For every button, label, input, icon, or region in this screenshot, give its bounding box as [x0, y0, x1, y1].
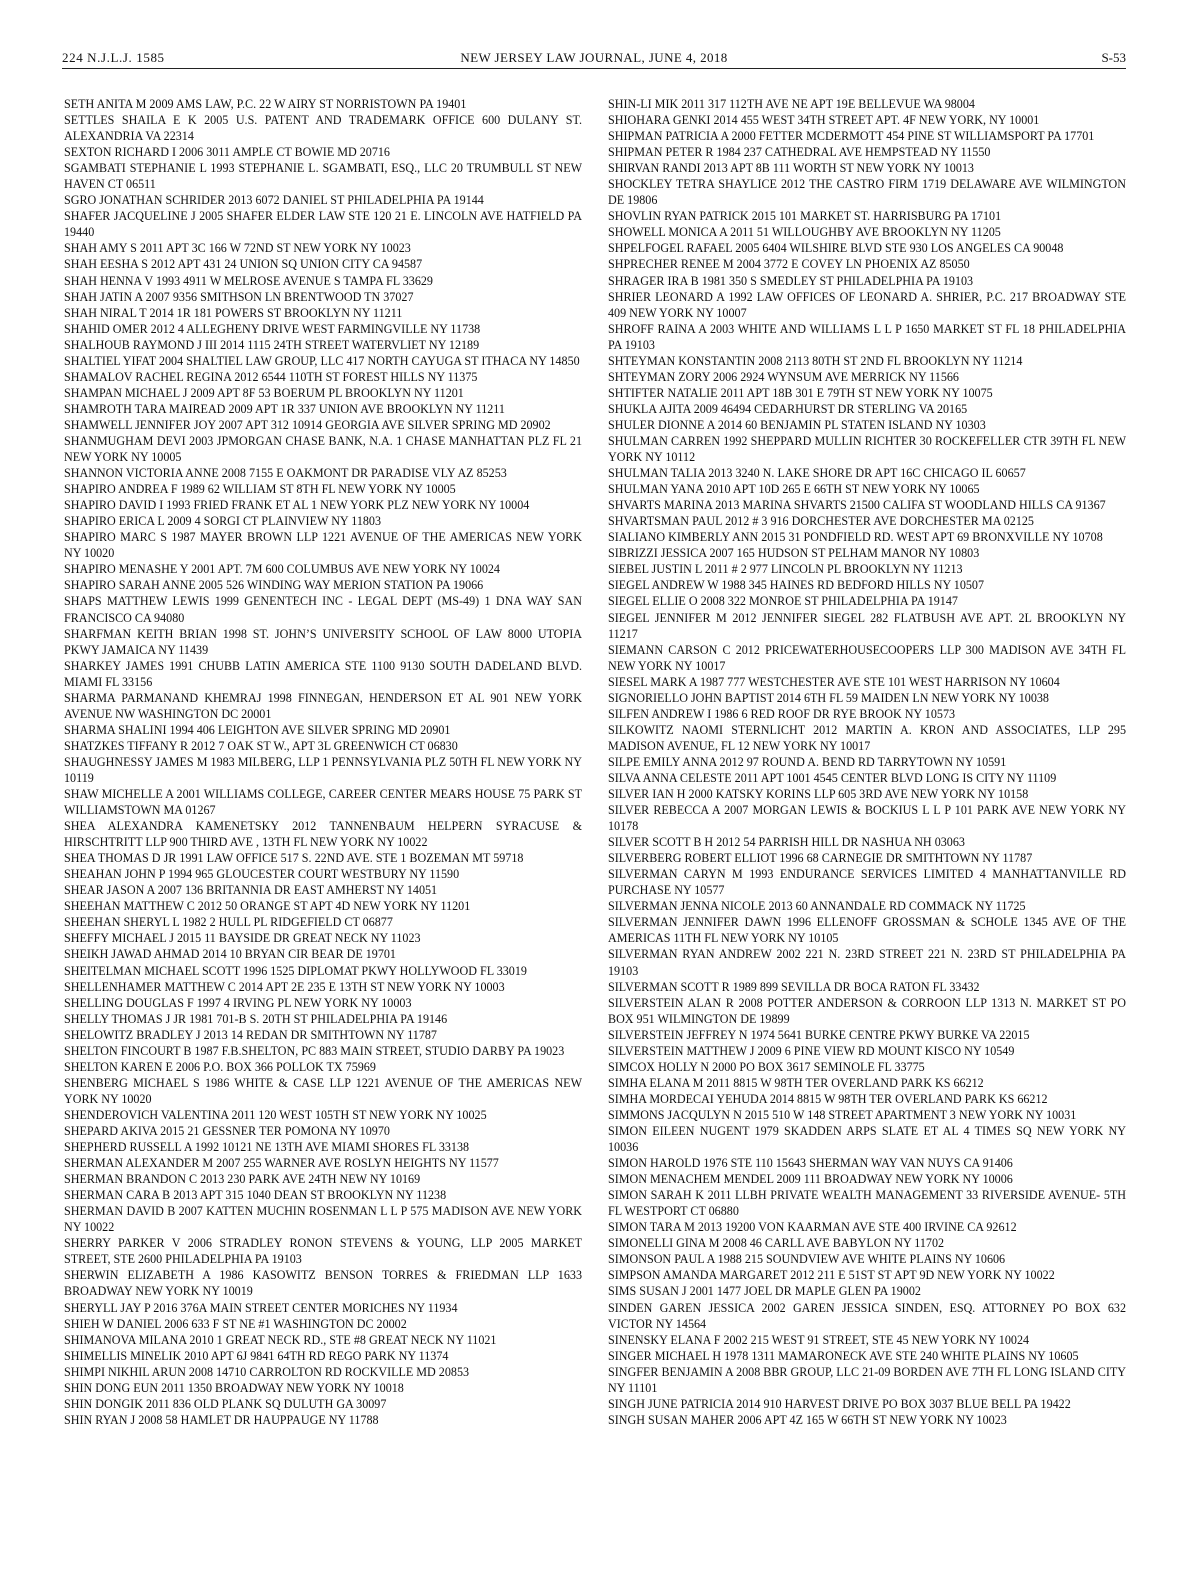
directory-entry: SHARFMAN KEITH BRIAN 1998 ST. JOHN’S UNIVERSITY SCHOOL OF LAW 8000 UTOPIA PKWY JAMAICA NY 11439 [64, 626, 582, 657]
directory-entry: SHPRECHER RENEE M 2004 3772 E COVEY LN PHOENIX AZ 85050 [608, 257, 970, 272]
directory-entry: SINDEN GAREN JESSICA 2002 GAREN JESSICA SINDEN, ESQ. ATTORNEY PO BOX 632 VICTOR NY 14564 [608, 1300, 1126, 1331]
directory-entry: SHAPIRO ANDREA F 1989 62 WILLIAM ST 8TH FL NEW YORK NY 10005 [64, 482, 456, 497]
directory-entry: SHATZKES TIFFANY R 2012 7 OAK ST W., APT 3L GREENWICH CT 06830 [64, 738, 458, 753]
directory-entry: SHAPIRO DAVID I 1993 FRIED FRANK ET AL 1 NEW YORK PLZ NEW YORK NY 10004 [64, 498, 530, 513]
directory-entry: SHIMPI NIKHIL ARUN 2008 14710 CARROLTON RD ROCKVILLE MD 20853 [64, 1364, 470, 1379]
directory-entry: SIMON HAROLD 1976 STE 110 15643 SHERMAN WAY VAN NUYS CA 91406 [608, 1156, 1013, 1171]
directory-entry: SHARKEY JAMES 1991 CHUBB LATIN AMERICA STE 1100 9130 SOUTH DADELAND BLVD. MIAMI FL 33156 [64, 658, 582, 689]
directory-entry: SILVERSTEIN JEFFREY N 1974 5641 BURKE CENTRE PKWY BURKE VA 22015 [608, 1027, 1030, 1042]
directory-entry: SHELLY THOMAS J JR 1981 701-B S. 20TH ST PHILADELPHIA PA 19146 [64, 1011, 448, 1026]
directory-entry: SHIOHARA GENKI 2014 455 WEST 34TH STREET APT. 4F NEW YORK, NY 10001 [608, 113, 1040, 128]
directory-entry: SHAMALOV RACHEL REGINA 2012 6544 110TH ST FOREST HILLS NY 11375 [64, 369, 478, 384]
directory-entry: SHIRVAN RANDI 2013 APT 8B 111 WORTH ST NEW YORK NY 10013 [608, 161, 974, 176]
directory-entry: SIMONSON PAUL A 1988 215 SOUNDVIEW AVE WHITE PLAINS NY 10606 [608, 1252, 1006, 1267]
directory-entry: SINGER MICHAEL H 1978 1311 MAMARONECK AVE STE 240 WHITE PLAINS NY 10605 [608, 1348, 1079, 1363]
directory-entry: SHULER DIONNE A 2014 60 BENJAMIN PL STATEN ISLAND NY 10303 [608, 417, 986, 432]
left-column [64, 96, 582, 1428]
directory-entry: SIGNORIELLO JOHN BAPTIST 2014 6TH FL 59 MAIDEN LN NEW YORK NY 10038 [608, 690, 1049, 705]
directory-entry: SIEGEL JENNIFER M 2012 JENNIFER SIEGEL 282 FLATBUSH AVE APT. 2L BROOKLYN NY 11217 [608, 610, 1126, 641]
directory-entry: SHULMAN YANA 2010 APT 10D 265 E 66TH ST NEW YORK NY 10065 [608, 482, 980, 497]
directory-entry: SIMONELLI GINA M 2008 46 CARLL AVE BABYLON NY 11702 [608, 1236, 945, 1251]
directory-entry: SIMHA MORDECAI YEHUDA 2014 8815 W 98TH TER OVERLAND PARK KS 66212 [608, 1091, 1048, 1106]
directory-entry: SHAMWELL JENNIFER JOY 2007 APT 312 10914 GEORGIA AVE SILVER SPRING MD 20902 [64, 417, 551, 432]
directory-entry: SETTLES SHAILA E K 2005 U.S. PATENT AND TRADEMARK OFFICE 600 DULANY ST. ALEXANDRIA VA 22314 [64, 113, 582, 144]
directory-entry: SHERMAN CARA B 2013 APT 315 1040 DEAN ST BROOKLYN NY 11238 [64, 1188, 447, 1203]
directory-entry: SIBRIZZI JESSICA 2007 165 HUDSON ST PELHAM MANOR NY 10803 [608, 546, 980, 561]
directory-entry: SHAPIRO ERICA L 2009 4 SORGI CT PLAINVIEW NY 11803 [64, 514, 382, 529]
directory-entry: SHROFF RAINA A 2003 WHITE AND WILLIAMS L L P 1650 MARKET ST FL 18 PHILADELPHIA PA 19103 [608, 321, 1126, 352]
directory-entry: SHAH EESHA S 2012 APT 431 24 UNION SQ UNION CITY CA 94587 [64, 257, 423, 272]
directory-entry: SILPE EMILY ANNA 2012 97 ROUND A. BEND RD TARRYTOWN NY 10591 [608, 754, 1007, 769]
directory-entry: SIEGEL ANDREW W 1988 345 HAINES RD BEDFORD HILLS NY 10507 [608, 578, 985, 593]
directory-entry: SIMS SUSAN J 2001 1477 JOEL DR MAPLE GLEN PA 19002 [608, 1284, 921, 1299]
directory-entry: SHAUGHNESSY JAMES M 1983 MILBERG, LLP 1 PENNSYLVANIA PLZ 50TH FL NEW YORK NY 10119 [64, 754, 582, 785]
directory-entry: SHERMAN BRANDON C 2013 230 PARK AVE 24TH NEW NY 10169 [64, 1172, 421, 1187]
directory-entry: SHOWELL MONICA A 2011 51 WILLOUGHBY AVE BROOKLYN NY 11205 [608, 225, 1001, 240]
directory-entry: SINGH JUNE PATRICIA 2014 910 HARVEST DRIVE PO BOX 3037 BLUE BELL PA 19422 [608, 1396, 1071, 1411]
directory-entry: SIEBEL JUSTIN L 2011 # 2 977 LINCOLN PL BROOKLYN NY 11213 [608, 562, 963, 577]
directory-entry: SHEAHAN JOHN P 1994 965 GLOUCESTER COURT WESTBURY NY 11590 [64, 867, 460, 882]
directory-entry: SILKOWITZ NAOMI STERNLICHT 2012 MARTIN A. KRON AND ASSOCIATES, LLP 295 MADISON AVENUE, FL 12 NEW YORK NY 10017 [608, 722, 1126, 753]
directory-entry: SILVERMAN JENNIFER DAWN 1996 ELLENOFF GROSSMAN & SCHOLE 1345 AVE OF THE AMERICAS 11TH FL NEW YORK NY 10105 [608, 915, 1126, 946]
directory-entry: SIMON TARA M 2013 19200 VON KAARMAN AVE STE 400 IRVINE CA 92612 [608, 1220, 1017, 1235]
directory-entry: SIEGEL ELLIE O 2008 322 MONROE ST PHILADELPHIA PA 19147 [608, 594, 958, 609]
directory-entry: SHRIER LEONARD A 1992 LAW OFFICES OF LEONARD A. SHRIER, P.C. 217 BROADWAY STE 409 NEW YORK NY 10007 [608, 289, 1126, 320]
directory-entry: SHAH HENNA V 1993 4911 W MELROSE AVENUE S TAMPA FL 33629 [64, 273, 433, 288]
directory-entry: SHERYLL JAY P 2016 376A MAIN STREET CENTER MORICHES NY 11934 [64, 1300, 458, 1315]
directory-entry: SGAMBATI STEPHANIE L 1993 STEPHANIE L. SGAMBATI, ESQ., LLC 20 TRUMBULL ST NEW HAVEN CT 06511 [64, 161, 582, 192]
directory-entry: SEXTON RICHARD I 2006 3011 AMPLE CT BOWIE MD 20716 [64, 145, 390, 160]
directory-entry: SIMHA ELANA M 2011 8815 W 98TH TER OVERLAND PARK KS 66212 [608, 1075, 984, 1090]
directory-entry: SHIMELLIS MINELIK 2010 APT 6J 9841 64TH RD REGO PARK NY 11374 [64, 1348, 449, 1363]
directory-entry: SHAMPAN MICHAEL J 2009 APT 8F 53 BOERUM PL BROOKLYN NY 11201 [64, 385, 464, 400]
directory-entry: SIESEL MARK A 1987 777 WESTCHESTER AVE STE 101 WEST HARRISON NY 10604 [608, 674, 1060, 689]
directory-entry: SHERRY PARKER V 2006 STRADLEY RONON STEVENS & YOUNG, LLP 2005 MARKET STREET, STE 2600 PHILADELPHIA PA 19103 [64, 1236, 582, 1267]
directory-entry: SHAW MICHELLE A 2001 WILLIAMS COLLEGE, CAREER CENTER MEARS HOUSE 75 PARK ST WILLIAMSTOWN MA 01267 [64, 787, 582, 818]
directory-entry: SETH ANITA M 2009 AMS LAW, P.C. 22 W AIRY ST NORRISTOWN PA 19401 [64, 97, 467, 111]
directory-entry: SHANNON VICTORIA ANNE 2008 7155 E OAKMONT DR PARADISE VLY AZ 85253 [64, 466, 507, 481]
directory-entry: SILVERMAN SCOTT R 1989 899 SEVILLA DR BOCA RATON FL 33432 [608, 979, 980, 994]
citation: 224 N.J.L.J. 1585 [62, 50, 165, 65]
right-column [608, 96, 1126, 1428]
directory-entry: SILFEN ANDREW I 1986 6 RED ROOF DR RYE BROOK NY 10573 [608, 706, 956, 721]
directory-entry: SILVA ANNA CELESTE 2011 APT 1001 4545 CENTER BLVD LONG IS CITY NY 11109 [608, 770, 1057, 785]
directory-entry: SHPELFOGEL RAFAEL 2005 6404 WILSHIRE BLVD STE 930 LOS ANGELES CA 90048 [608, 241, 1064, 256]
directory-entry: SHEAR JASON A 2007 136 BRITANNIA DR EAST AMHERST NY 14051 [64, 883, 438, 898]
directory-entry: SHIPMAN PATRICIA A 2000 FETTER MCDERMOTT 454 PINE ST WILLIAMSPORT PA 17701 [608, 129, 1095, 144]
directory-entry: SHIN RYAN J 2008 58 HAMLET DR HAUPPAUGE NY 11788 [64, 1412, 379, 1427]
directory-entry: SHEPARD AKIVA 2015 21 GESSNER TER POMONA NY 10970 [64, 1124, 390, 1138]
directory-entry: SILVERSTEIN MATTHEW J 2009 6 PINE VIEW RD MOUNT KISCO NY 10549 [608, 1043, 1015, 1058]
directory-entry: SINGFER BENJAMIN A 2008 BBR GROUP, LLC 21-09 BORDEN AVE 7TH FL LONG ISLAND CITY NY 11101 [608, 1364, 1126, 1395]
directory-entry: SHTIFTER NATALIE 2011 APT 18B 301 E 79TH ST NEW YORK NY 10075 [608, 385, 993, 400]
directory-entry: SIMON EILEEN NUGENT 1979 SKADDEN ARPS SLATE ET AL 4 TIMES SQ NEW YORK NY 10036 [608, 1124, 1126, 1155]
directory-entry: SHIN DONG EUN 2011 1350 BROADWAY NEW YORK NY 10018 [64, 1380, 404, 1395]
directory-entry: SIMPSON AMANDA MARGARET 2012 211 E 51ST ST APT 9D NEW YORK NY 10022 [608, 1268, 1055, 1283]
directory-entry: SHOCKLEY TETRA SHAYLICE 2012 THE CASTRO FIRM 1719 DELAWARE AVE WILMINGTON DE 19806 [608, 177, 1126, 208]
directory-entry: SHAPIRO MENASHE Y 2001 APT. 7M 600 COLUMBUS AVE NEW YORK NY 10024 [64, 562, 500, 577]
directory-entry: SHIPMAN PETER R 1984 237 CATHEDRAL AVE HEMPSTEAD NY 11550 [608, 145, 991, 160]
directory-entry: SHAPIRO MARC S 1987 MAYER BROWN LLP 1221 AVENUE OF THE AMERICAS NEW YORK NY 10020 [64, 530, 582, 561]
directory-entry: SHAPIRO SARAH ANNE 2005 526 WINDING WAY MERION STATION PA 19066 [64, 578, 484, 593]
directory-entry: SILVER REBECCA A 2007 MORGAN LEWIS & BOCKIUS L L P 101 PARK AVE NEW YORK NY 10178 [608, 803, 1126, 834]
directory-entry: SHAMROTH TARA MAIREAD 2009 APT 1R 337 UNION AVE BROOKLYN NY 11211 [64, 401, 505, 416]
directory-entry: SHUKLA AJITA 2009 46494 CEDARHURST DR STERLING VA 20165 [608, 401, 968, 416]
directory-entry: SGRO JONATHAN SCHRIDER 2013 6072 DANIEL ST PHILADELPHIA PA 19144 [64, 193, 484, 208]
directory-entry: SILVERMAN RYAN ANDREW 2002 221 N. 23RD STREET 221 N. 23RD ST PHILADELPHIA PA 19103 [608, 947, 1126, 978]
directory-entry: SILVER IAN H 2000 KATSKY KORINS LLP 605 3RD AVE NEW YORK NY 10158 [608, 787, 1029, 802]
directory-entry: SHELLING DOUGLAS F 1997 4 IRVING PL NEW YORK NY 10003 [64, 995, 412, 1010]
directory-entry: SILVERMAN CARYN M 1993 ENDURANCE SERVICES LIMITED 4 MANHATTANVILLE RD PURCHASE NY 10577 [608, 867, 1126, 898]
directory-entry: SHERMAN DAVID B 2007 KATTEN MUCHIN ROSENMAN L L P 575 MADISON AVE NEW YORK NY 10022 [64, 1204, 582, 1235]
directory-entry: SHAH AMY S 2011 APT 3C 166 W 72ND ST NEW YORK NY 10023 [64, 241, 411, 256]
directory-entry: SILVERMAN JENNA NICOLE 2013 60 ANNANDALE RD COMMACK NY 11725 [608, 899, 1026, 914]
directory-entry: SHELLENHAMER MATTHEW C 2014 APT 2E 235 E 13TH ST NEW YORK NY 10003 [64, 979, 505, 994]
directory-entry: SHRAGER IRA B 1981 350 S SMEDLEY ST PHILADELPHIA PA 19103 [608, 273, 974, 288]
directory-entry: SHENDEROVICH VALENTINA 2011 120 WEST 105TH ST NEW YORK NY 10025 [64, 1107, 487, 1122]
directory-entry: SHAFER JACQUELINE J 2005 SHAFER ELDER LAW STE 120 21 E. LINCOLN AVE HATFIELD PA 19440 [64, 209, 582, 240]
directory-entry: SIEMANN CARSON C 2012 PRICEWATERHOUSECOOPERS LLP 300 MADISON AVE 34TH FL NEW YORK NY 10017 [608, 642, 1126, 673]
directory-entry: SIALIANO KIMBERLY ANN 2015 31 PONDFIELD RD. WEST APT 69 BRONXVILLE NY 10708 [608, 530, 1103, 545]
directory-entry: SHALHOUB RAYMOND J III 2014 1115 24TH STREET WATERVLIET NY 12189 [64, 337, 480, 352]
directory-entry: SILVER SCOTT B H 2012 54 PARRISH HILL DR NASHUA NH 03063 [608, 835, 965, 850]
directory-entry: SHAH JATIN A 2007 9356 SMITHSON LN BRENTWOOD TN 37027 [64, 289, 414, 304]
directory-entry: SHAPS MATTHEW LEWIS 1999 GENENTECH INC - LEGAL DEPT (MS-49) 1 DNA WAY SAN FRANCISCO CA 94080 [64, 594, 582, 625]
directory-entry: SIMON MENACHEM MENDEL 2009 111 BROADWAY NEW YORK NY 10006 [608, 1172, 1013, 1187]
page-number: S-53 [1101, 50, 1126, 65]
directory-entry: SHEPHERD RUSSELL A 1992 10121 NE 13TH AVE MIAMI SHORES FL 33138 [64, 1140, 470, 1155]
publication-title: NEW JERSEY LAW JOURNAL, JUNE 4, 2018 [460, 50, 728, 65]
directory-entry: SHIMANOVA MILANA 2010 1 GREAT NECK RD., STE #8 GREAT NECK NY 11021 [64, 1332, 497, 1347]
directory-entry: SHARMA PARMANAND KHEMRAJ 1998 FINNEGAN, HENDERSON ET AL 901 NEW YORK AVENUE NW WASHINGTON DC 20001 [64, 690, 582, 721]
directory-entry: SHENBERG MICHAEL S 1986 WHITE & CASE LLP 1221 AVENUE OF THE AMERICAS NEW YORK NY 10020 [64, 1075, 582, 1106]
directory-entry: SHELTON KAREN E 2006 P.O. BOX 366 POLLOK TX 75969 [64, 1059, 376, 1074]
directory-entry: SHULMAN TALIA 2013 3240 N. LAKE SHORE DR APT 16C CHICAGO IL 60657 [608, 466, 1026, 481]
directory-entry: SHANMUGHAM DEVI 2003 JPMORGAN CHASE BANK, N.A. 1 CHASE MANHATTAN PLZ FL 21 NEW YORK NY 10005 [64, 433, 582, 465]
directory-entry: SHAH NIRAL T 2014 1R 181 POWERS ST BROOKLYN NY 11211 [64, 305, 403, 320]
directory-entry: SHIN-LI MIK 2011 317 112TH AVE NE APT 19E BELLEVUE WA 98004 [608, 97, 975, 111]
directory-entry: SHVARTSMAN PAUL 2012 # 3 916 DORCHESTER AVE DORCHESTER MA 02125 [608, 514, 1034, 529]
directory-entry: SHVARTS MARINA 2013 MARINA SHVARTS 21500 CALIFA ST WOODLAND HILLS CA 91367 [608, 498, 1106, 513]
directory-entry: SHTEYMAN KONSTANTIN 2008 2113 80TH ST 2ND FL BROOKLYN NY 11214 [608, 353, 1023, 368]
directory-entry: SHALTIEL YIFAT 2004 SHALTIEL LAW GROUP, LLC 417 NORTH CAYUGA ST ITHACA NY 14850 [64, 353, 580, 368]
directory-entry: SHARMA SHALINI 1994 406 LEIGHTON AVE SILVER SPRING MD 20901 [64, 722, 451, 737]
directory-entry: SHERWIN ELIZABETH A 1986 KASOWITZ BENSON TORRES & FRIEDMAN LLP 1633 BROADWAY NEW YORK NY 10019 [64, 1268, 582, 1299]
directory-entry: SHULMAN CARREN 1992 SHEPPARD MULLIN RICHTER 30 ROCKEFELLER CTR 39TH FL NEW YORK NY 10112 [608, 433, 1126, 465]
directory-entry: SHEFFY MICHAEL J 2015 11 BAYSIDE DR GREAT NECK NY 11023 [64, 931, 421, 946]
directory-entry: SHTEYMAN ZORY 2006 2924 WYNSUM AVE MERRICK NY 11566 [608, 369, 959, 384]
directory-entry: SHEEHAN SHERYL L 1982 2 HULL PL RIDGEFIELD CT 06877 [64, 915, 393, 930]
directory-entry: SHEIKH JAWAD AHMAD 2014 10 BRYAN CIR BEAR DE 19701 [64, 947, 396, 962]
directory-entry: SIMON SARAH K 2011 LLBH PRIVATE WEALTH MANAGEMENT 33 RIVERSIDE AVENUE- 5TH FL WESTPORT CT 06880 [608, 1188, 1126, 1219]
directory-entry: SIMMONS JACQULYN N 2015 510 W 148 STREET APARTMENT 3 NEW YORK NY 10031 [608, 1107, 1077, 1122]
directory-entry: SHEITELMAN MICHAEL SCOTT 1996 1525 DIPLOMAT PKWY HOLLYWOOD FL 33019 [64, 963, 527, 978]
directory-entry: SHEA THOMAS D JR 1991 LAW OFFICE 517 S. 22ND AVE. STE 1 BOZEMAN MT 59718 [64, 851, 524, 866]
directory-entry: SILVERBERG ROBERT ELLIOT 1996 68 CARNEGIE DR SMITHTOWN NY 11787 [608, 851, 1033, 866]
directory-entry: SHERMAN ALEXANDER M 2007 255 WARNER AVE ROSLYN HEIGHTS NY 11577 [64, 1156, 499, 1171]
directory-entry: SIMCOX HOLLY N 2000 PO BOX 3617 SEMINOLE FL 33775 [608, 1059, 925, 1074]
directory-entry: SHIN DONGIK 2011 836 OLD PLANK SQ DULUTH GA 30097 [64, 1396, 387, 1411]
directory-entry: SINGH SUSAN MAHER 2006 APT 4Z 165 W 66TH ST NEW YORK NY 10023 [608, 1412, 1007, 1427]
directory-entry: SHEEHAN MATTHEW C 2012 50 ORANGE ST APT 4D NEW YORK NY 11201 [64, 899, 471, 914]
directory-entry: SINENSKY ELANA F 2002 215 WEST 91 STREET, STE 45 NEW YORK NY 10024 [608, 1332, 1030, 1347]
directory-entry: SILVERSTEIN ALAN R 2008 POTTER ANDERSON & CORROON LLP 1313 N. MARKET ST PO BOX 951 WILMINGTON DE 19899 [608, 995, 1126, 1026]
directory-entry: SHELOWITZ BRADLEY J 2013 14 REDAN DR SMITHTOWN NY 11787 [64, 1027, 437, 1042]
directory-entry: SHELTON FINCOURT B 1987 F.B.SHELTON, PC 883 MAIN STREET, STUDIO DARBY PA 19023 [64, 1043, 565, 1058]
directory-entry: SHIEH W DANIEL 2006 633 F ST NE #1 WASHINGTON DC 20002 [64, 1316, 407, 1331]
directory-entry: SHAHID OMER 2012 4 ALLEGHENY DRIVE WEST FARMINGVILLE NY 11738 [64, 321, 481, 336]
page-header [62, 50, 1126, 69]
directory-entry: SHEA ALEXANDRA KAMENETSKY 2012 TANNENBAUM HELPERN SYRACUSE & HIRSCHTRITT LLP 900 THIRD AVE , 13TH FL NEW YORK NY 10022 [64, 819, 582, 850]
directory-entry: SHOVLIN RYAN PATRICK 2015 101 MARKET ST. HARRISBURG PA 17101 [608, 209, 1002, 224]
